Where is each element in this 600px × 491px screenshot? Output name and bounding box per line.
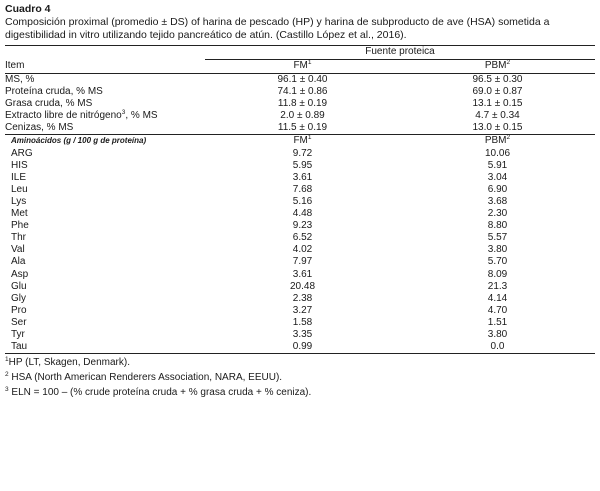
row-pbm-value: 4.7 ± 0.34	[475, 110, 520, 122]
footnote-mark: 1	[5, 356, 9, 364]
amino-acid-name: Phe	[11, 220, 29, 232]
amino-fm-value: 9.23	[292, 220, 313, 232]
amino-fm-value: 5.95	[292, 159, 313, 171]
row-pbm-value: 96.5 ± 0.30	[472, 74, 523, 85]
amino-acid-name: Asp	[11, 268, 29, 280]
amino-fm-value: 3.27	[292, 304, 313, 316]
table-row	[5, 172, 595, 184]
row-item	[5, 110, 205, 122]
table-caption-title: Cuadro 4	[5, 3, 51, 15]
amino-acid-name: Ala	[11, 256, 26, 268]
table-row	[5, 244, 595, 256]
table-row	[5, 329, 595, 341]
table-row	[5, 305, 595, 317]
pbm-label: PBM	[484, 60, 507, 72]
amino-fm-value: 1.58	[292, 316, 313, 328]
amino-fm-value: 4.48	[292, 208, 313, 220]
table-row	[5, 86, 595, 98]
footnote	[5, 385, 597, 400]
pbm-footnote-mark: 2	[506, 134, 511, 142]
amino-pbm-value: 10.06	[484, 147, 511, 159]
amino-acid-name: ILE	[11, 171, 27, 183]
row-pbm-value: 69.0 ± 0.87	[472, 86, 523, 98]
amino-pbm-value: 3.04	[487, 171, 508, 183]
row-fm-value: 2.0 ± 0.89	[280, 110, 325, 122]
column-header-fm	[205, 60, 400, 74]
amino-acid-name: Val	[11, 244, 25, 256]
amino-pbm-value: 2.30	[487, 208, 508, 220]
group-header-fuente-proteica: Fuente proteica	[205, 46, 595, 60]
row-item-footnote-mark: 3	[121, 109, 126, 117]
table-row	[5, 122, 595, 135]
amino-header-pbm	[400, 135, 595, 148]
footnote	[5, 370, 597, 385]
row-item	[5, 98, 205, 110]
row-item-label: MS, %	[5, 74, 35, 85]
table-row	[5, 110, 595, 122]
table-row	[5, 256, 595, 268]
row-fm-value: 74.1 ± 0.86	[277, 86, 328, 98]
amino-fm-value: 4.02	[292, 244, 313, 256]
footnote-text: HSA (North American Renderers Association, NARA, EEUU).	[8, 372, 283, 384]
amino-fm-value: 3.61	[292, 268, 313, 280]
fm-footnote-mark: 1	[307, 134, 312, 142]
table-row	[5, 269, 595, 281]
footnote	[5, 355, 597, 370]
amino-pbm-value: 1.51	[487, 316, 508, 328]
fm-footnote-mark: 1	[307, 59, 312, 67]
row-item-label: Cenizas, % MS	[5, 122, 74, 134]
empty-header-cell	[5, 46, 205, 60]
row-item-suffix: , % MS	[125, 110, 158, 122]
column-header-row	[5, 60, 595, 74]
amino-pbm-value: 0.0	[400, 341, 595, 354]
footnote-mark: 2	[5, 371, 9, 379]
row-item	[5, 74, 205, 87]
amino-acid-name: Met	[11, 208, 28, 220]
amino-acid-name: HIS	[11, 159, 28, 171]
table-row	[5, 293, 595, 305]
column-header-item: Item	[5, 60, 205, 74]
amino-header-fm	[205, 135, 400, 148]
amino-pbm-value: 5.70	[487, 256, 508, 268]
amino-acid-name: Leu	[11, 183, 28, 195]
group-header-row	[5, 46, 595, 60]
amino-pbm-value: 5.91	[487, 159, 508, 171]
row-item-label: Grasa cruda, % MS	[5, 98, 93, 110]
amino-acid-name: Pro	[11, 304, 27, 316]
footnote-mark: 3	[5, 386, 9, 394]
amino-pbm-value: 21.3	[487, 280, 508, 292]
amino-acid-name: Tyr	[11, 328, 25, 340]
amino-acid-name: Glu	[11, 280, 27, 292]
table-row	[5, 317, 595, 329]
row-item	[5, 86, 205, 98]
table-row	[5, 220, 595, 232]
amino-fm-value: 7.97	[292, 256, 313, 268]
table-row	[5, 98, 595, 110]
row-fm-value: 11.5 ± 0.19	[277, 122, 328, 134]
amino-acid-name: Thr	[11, 232, 26, 244]
amino-pbm-value: 6.90	[487, 183, 508, 195]
footnote-text: HP (LT, Skagen, Denmark).	[8, 357, 130, 369]
document	[5, 3, 597, 400]
table-row	[5, 196, 595, 208]
amino-pbm-value: 3.80	[487, 244, 508, 256]
row-item	[5, 122, 205, 135]
amino-fm-value: 0.99	[205, 341, 400, 354]
row-pbm-value: 13.1 ± 0.15	[472, 98, 523, 110]
amino-fm-value: 20.48	[289, 280, 316, 292]
amino-fm-value: 2.38	[292, 292, 313, 304]
amino-pbm-value: 4.70	[487, 304, 508, 316]
table-row	[5, 74, 595, 87]
composition-table	[5, 45, 595, 354]
amino-pbm-value: 3.68	[487, 195, 508, 207]
amino-acid-name: Lys	[11, 195, 27, 207]
pbm-label: PBM	[484, 135, 507, 147]
amino-pbm-value: 5.57	[487, 232, 508, 244]
amino-fm-value: 5.16	[292, 195, 313, 207]
amino-fm-value: 7.68	[292, 183, 313, 195]
footnotes	[5, 355, 597, 400]
amino-section-label: Aminoácidos (g / 100 g de proteína)	[5, 135, 205, 148]
amino-pbm-value: 8.09	[487, 268, 508, 280]
amino-acid-name: ARG	[11, 147, 33, 159]
amino-fm-value: 9.72	[292, 147, 313, 159]
row-fm-value: 96.1 ± 0.40	[277, 74, 328, 85]
table-row	[5, 341, 595, 354]
column-header-pbm	[400, 60, 595, 74]
table-row	[5, 148, 595, 160]
fm-label: FM	[293, 135, 308, 147]
amino-pbm-value: 3.80	[487, 328, 508, 340]
amino-fm-value: 3.35	[292, 328, 313, 340]
table-row	[5, 232, 595, 244]
amino-fm-value: 3.61	[292, 171, 313, 183]
fm-label: FM	[293, 60, 308, 72]
amino-acid-name: Gly	[11, 292, 26, 304]
amino-fm-value: 6.52	[292, 232, 313, 244]
amino-section-header-row	[5, 135, 595, 148]
table-row	[5, 184, 595, 196]
footnote-text: ELN = 100 – (% crude proteína cruda + % grasa cruda + % ceniza).	[8, 387, 312, 399]
row-item-label: Proteína cruda, % MS	[5, 86, 103, 98]
row-fm-value: 11.8 ± 0.19	[277, 98, 328, 110]
amino-pbm-value: 4.14	[487, 292, 508, 304]
table-caption-line-2: digestibilidad in vitro utilizando tejido pancreático de atún. (Castillo López et al., 2016).	[5, 29, 407, 41]
table-caption-line-1: Composición proximal (promedio ± DS) of harina de pescado (HP) y harina de subproducto de ave (HSA) sometida a	[5, 16, 550, 28]
amino-acid-name: Tau	[5, 341, 205, 354]
table-row	[5, 208, 595, 220]
table-row	[5, 160, 595, 172]
row-pbm-value: 13.0 ± 0.15	[472, 122, 523, 134]
table-row	[5, 281, 595, 293]
pbm-footnote-mark: 2	[506, 59, 511, 67]
amino-acid-name: Ser	[11, 316, 27, 328]
row-item-label: Extracto libre de nitrógeno	[5, 110, 122, 122]
amino-pbm-value: 8.80	[487, 220, 508, 232]
